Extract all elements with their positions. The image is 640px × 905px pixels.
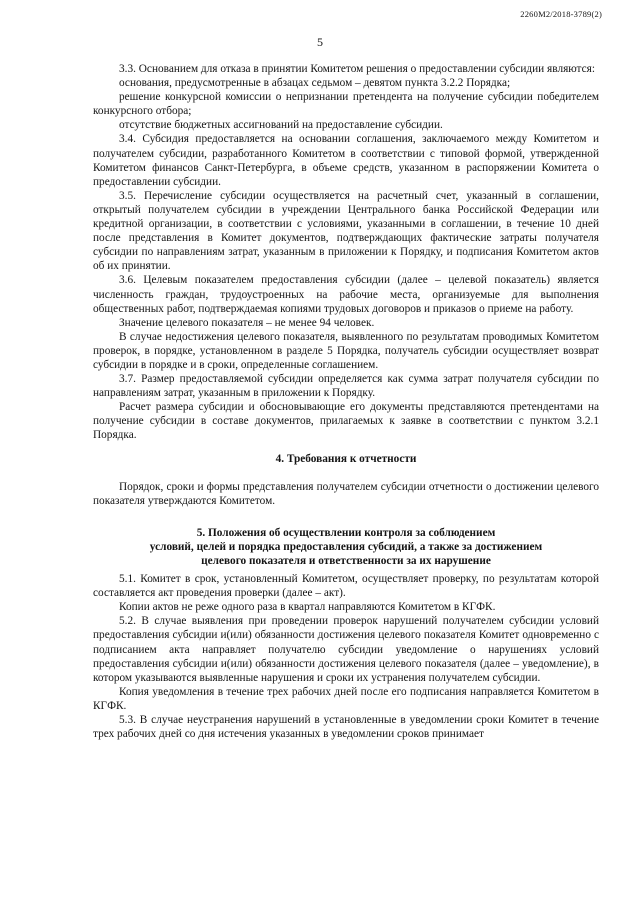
page-number: 5 — [317, 35, 323, 49]
section-5-heading-line-2: условий, целей и порядка предоставления субсидий, а также за достижением — [149, 540, 543, 553]
paragraph-3-6: 3.6. Целевым показателем предоставления субсидии (далее – целевой показатель) является численность граждан, трудоустроенных на рабочие места, организуемые для выполнения общественных работ, подтверждаемая копиями трудовых договоров и приказов о приеме на работу. — [93, 274, 599, 315]
paragraph-3-3-item-b: решение конкурсной комиссии о непризнании претендента на получение субсидии победителем конкурсного отбора; — [93, 91, 599, 118]
paragraph-3-7: 3.7. Размер предоставляемой субсидии определяется как сумма затрат получателя субсидии по направлениям затрат, указанным в приложении к Порядку. — [93, 373, 599, 400]
paragraph-5-3: 5.3. В случае неустранения нарушений в установленные в уведомлении сроки Комитет в течение трех рабочих дней со дня истечения указанных в уведомлении сроков принимает — [93, 714, 599, 741]
paragraph-3-3: 3.3. Основанием для отказа в принятии Комитетом решения о предоставлении субсидии являются: — [119, 63, 595, 75]
document-body — [93, 62, 599, 741]
paragraph-3-5: 3.5. Перечисление субсидии осуществляется на расчетный счет, указанный в соглашении, открытый получателем субсидии в учреждении Центрального банка Российской Федерации или кредитной организации, в соответствии с условиями, указанными в соглашении, в течение 10 дней после представления в Комитет документов, подтверждающих фактические затраты получателя субсидии по направлениям затрат, указанным в приложении к Порядку, и подписания Комитетом актов об их принятии. — [93, 189, 599, 273]
paragraph-3-6-value: Значение целевого показателя – не менее 94 человек. — [119, 316, 375, 329]
section-5-heading-line-3: целевого показателя и ответственности за их нарушение — [201, 555, 491, 567]
paragraph-3-6-refund: В случае недостижения целевого показателя, выявленного по результатам проводимых Комитетом проверок, в порядке, установленном в разделе 5 Порядка, получатель субсидии осуществляет возврат субсидии в порядке и в сроки, определенные соглашением. — [93, 330, 599, 371]
paragraph-3-3-item-c: отсутствие бюджетных ассигнований на предоставление субсидии. — [119, 119, 443, 132]
paragraph-3-3-item-a: основания, предусмотренные в абзацах седьмом – девятом пункта 3.2.2 Порядка; — [119, 77, 511, 90]
section-4-text: Порядок, сроки и формы представления получателем субсидии отчетности о достижении целевого показателя утверждаются Комитетом. — [93, 480, 599, 507]
paragraph-5-1-copies: Копии актов не реже одного раза в квартал направляются Комитетом в КГФК. — [119, 601, 496, 614]
paragraph-3-4: 3.4. Субсидия предоставляется на основании соглашения, заключаемого между Комитетом и получателем субсидии, разработанного Комитетом в соответствии с типовой формой, утвержденной Комитетом финансов Санкт-Петербурга, в объеме средств, указанном в распоряжении Комитета о предоставлении субсидии. — [93, 133, 599, 188]
document-registration-number: 2260М2/2018-3789(2) — [520, 9, 602, 19]
section-4-heading: 4. Требования к отчетности — [275, 452, 417, 465]
section-5-heading — [93, 526, 599, 568]
paragraph-5-2-copy: Копия уведомления в течение трех рабочих дней после его подписания направляется Комитетом в КГФК. — [93, 685, 599, 712]
paragraph-5-1: 5.1. Комитет в срок, установленный Комитетом, осуществляет проверку, по результатам которой составляется акт проведения проверки (далее – акт). — [93, 573, 599, 600]
section-5-heading-line-1: 5. Положения об осуществлении контроля за соблюдением — [196, 526, 496, 539]
paragraph-5-2: 5.2. В случае выявления при проведении проверок нарушений получателем субсидии условий предоставления субсидии и(или) обязанности достижения целевого показателя Комитет одновременно с подписанием акта направляет получателю субсидии уведомление о нарушениях условий предоставления субсидии и(или) обязанности достижения целевого показателя (далее – уведомление), в котором указываются выявленные нарушения и сроки их устранения получателем субсидии. — [93, 615, 599, 684]
paragraph-3-7-calc: Расчет размера субсидии и обосновывающие его документы представляются претендентами на получение субсидии в составе документов, прилагаемых к заявке в соответствии с пунктом 3.2.1 Порядка. — [93, 401, 599, 442]
